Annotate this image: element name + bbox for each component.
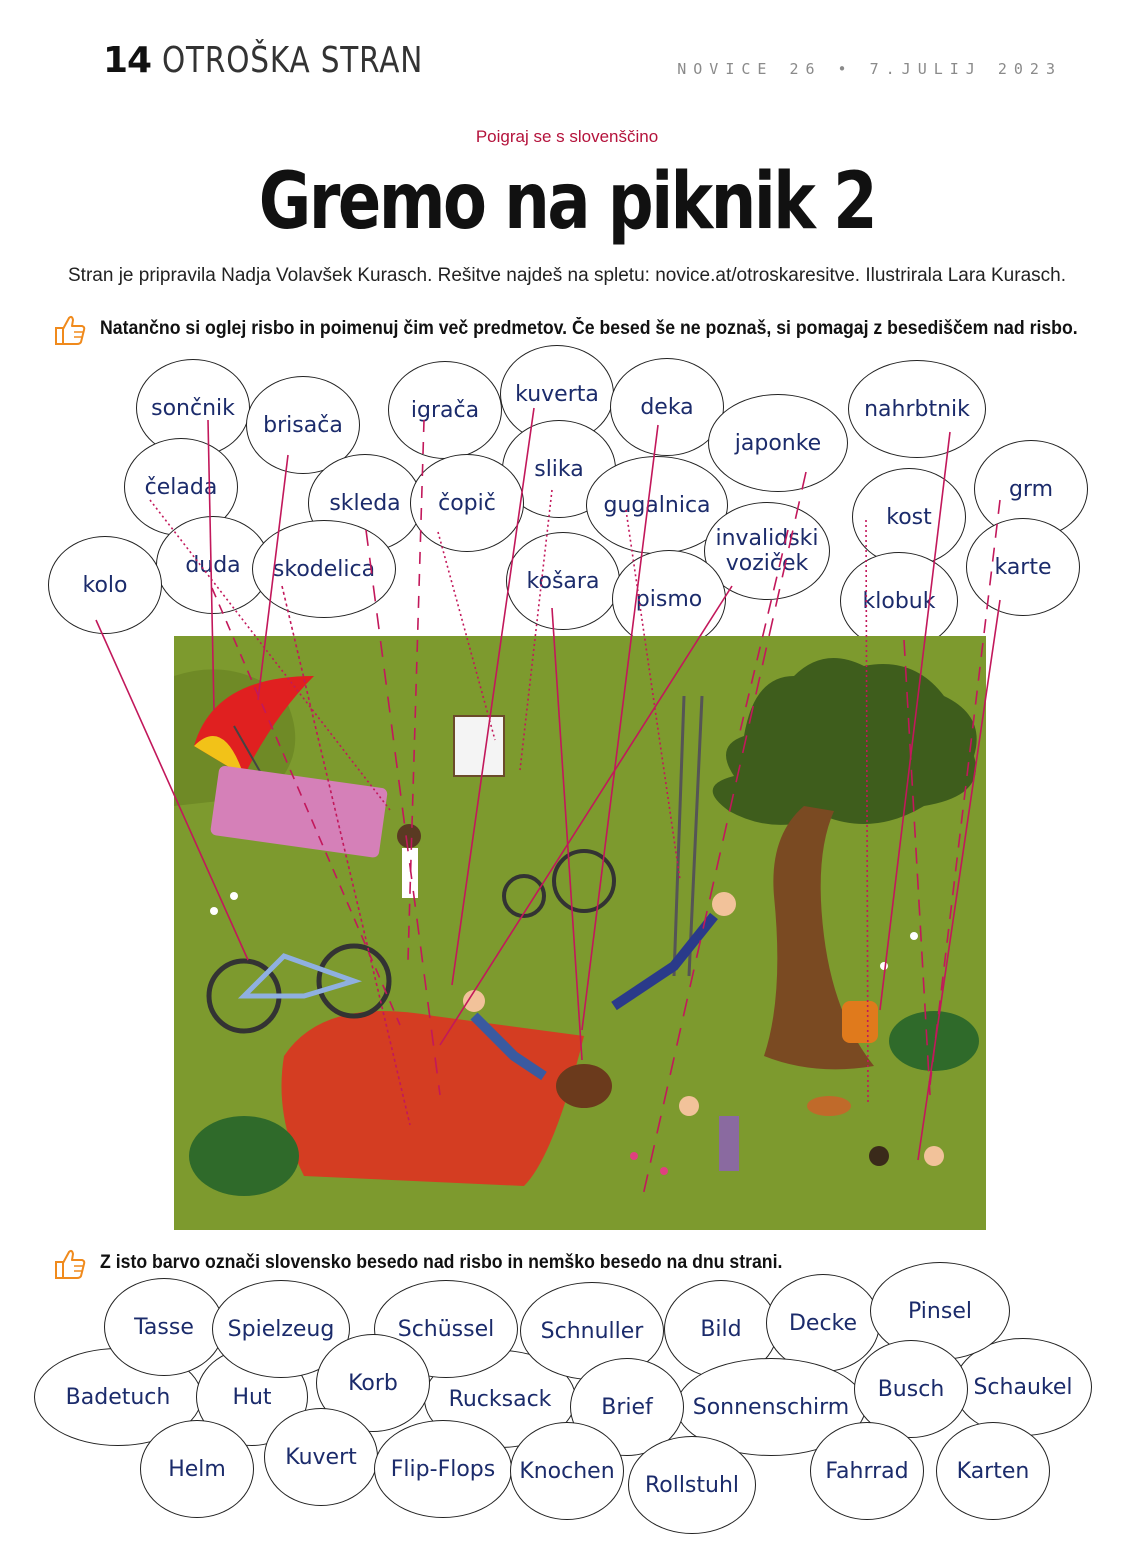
instruction-2: Z isto barvo označi slovensko besedo nad risbo in nemško besedo na dnu strani. [100, 1252, 783, 1273]
word-label: Knochen [519, 1458, 615, 1484]
page-title: Gremo na piknik 2 [258, 157, 876, 247]
credit-line: Stran je pripravila Nadja Volavšek Kurasch. Rešitve najdeš na spletu: novice.at/otroskaresitve. Ilustrirala Lara Kurasch. [68, 265, 1066, 286]
word-bubble-kuvert[interactable] [264, 1408, 378, 1506]
word-label: skleda [329, 490, 401, 516]
word-label: Badetuch [65, 1384, 171, 1410]
word-label: kolo [82, 572, 128, 598]
word-label: brisača [263, 412, 343, 438]
word-label: igrača [410, 397, 480, 423]
word-label: Kuvert [285, 1444, 357, 1470]
word-label: Tasse [134, 1314, 194, 1340]
word-label: nahrbtnik [864, 396, 970, 422]
word-label: čelada [144, 474, 218, 500]
word-label: skodelica [272, 556, 376, 582]
page-number: 14 [103, 40, 152, 81]
word-label: grm [1008, 476, 1054, 502]
word-label: Decke [788, 1310, 858, 1336]
word-label: gugalnica [603, 492, 711, 518]
word-label: karte [994, 554, 1052, 580]
word-bubble-tasse[interactable] [104, 1278, 224, 1376]
word-label: Flip-Flops [390, 1456, 496, 1482]
word-bubble-knochen[interactable] [510, 1422, 624, 1520]
word-label: deka [640, 394, 694, 420]
instruction-1: Natančno si oglej risbo in poimenuj čim več predmetov. Če besed še ne poznaš, si pomagaj z besediščem nad risbo. [100, 318, 1078, 339]
word-label: Fahrrad [825, 1458, 909, 1484]
word-label: Bild [700, 1316, 742, 1342]
word-bubble-karten[interactable] [936, 1422, 1050, 1520]
issue-info: NOVICE 26 • 7.JULIJ 2023 [677, 60, 1062, 78]
word-label: Schüssel [397, 1316, 495, 1342]
word-label: Karten [956, 1458, 1030, 1484]
word-label: Spielzeug [227, 1316, 335, 1342]
thumbs-up-icon [52, 1246, 88, 1282]
word-label: čopič [438, 490, 496, 516]
word-label: Busch [877, 1376, 945, 1402]
word-label: klobuk [862, 588, 936, 614]
word-label: kuverta [515, 381, 599, 407]
word-bubble-rollstuhl[interactable] [628, 1436, 756, 1534]
word-label: Schaukel [973, 1374, 1073, 1400]
section-title: OTROŠKA STRAN [162, 40, 424, 81]
word-label: Sonnenschirm [692, 1394, 850, 1420]
word-label: Rollstuhl [644, 1472, 740, 1498]
word-label: japonke [734, 430, 822, 456]
word-label: Rucksack [448, 1386, 552, 1412]
word-label: Schnuller [540, 1318, 644, 1344]
word-bubble-decke[interactable] [766, 1274, 880, 1372]
word-label: kost [886, 504, 932, 530]
word-label: Brief [601, 1394, 653, 1420]
word-label: pismo [635, 586, 703, 612]
word-label: košara [526, 568, 600, 594]
word-label: slika [534, 456, 584, 482]
kicker: Poigraj se s slovenščino [475, 127, 659, 146]
word-bubble-fahrrad[interactable] [810, 1422, 924, 1520]
word-label: Korb [348, 1370, 398, 1396]
word-label: voziček [725, 551, 809, 576]
word-label: Pinsel [908, 1298, 972, 1324]
word-label: invalidski [715, 526, 819, 551]
word-bubble-helm[interactable] [140, 1420, 254, 1518]
word-bubble-flipflops[interactable] [374, 1420, 512, 1518]
word-label: Hut [232, 1384, 272, 1410]
word-label: Helm [168, 1456, 226, 1482]
word-label: duda [185, 552, 241, 578]
word-label: sončnik [151, 395, 235, 421]
